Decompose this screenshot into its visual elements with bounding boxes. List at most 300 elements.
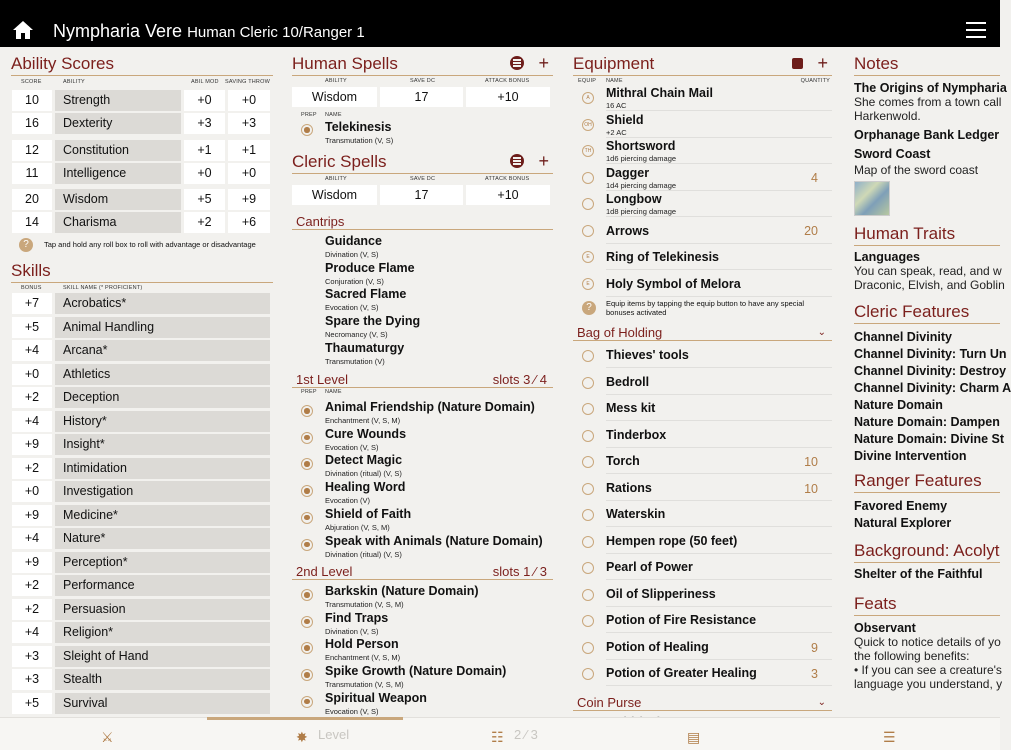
saving-throw-box[interactable]: +9 — [228, 189, 270, 210]
score-col-label: SCORE — [21, 79, 42, 85]
cleric-features-list — [854, 324, 1011, 463]
item-name[interactable]: Bedroll — [606, 374, 650, 389]
cleric-spell-stats — [292, 185, 553, 205]
background-heading: Background: Acolyt — [854, 541, 1000, 563]
equip-toggle[interactable]: A — [582, 92, 594, 104]
skill-bonus-box[interactable]: +7 — [12, 293, 52, 314]
item-name[interactable]: Longbow — [606, 192, 662, 206]
prepared-toggle[interactable] — [301, 485, 313, 497]
item-name[interactable]: Ring of Telekinesis — [606, 250, 719, 264]
skill-row — [11, 411, 273, 432]
divider — [606, 190, 832, 191]
attack-bonus-label: ATTACK BONUS — [485, 78, 530, 84]
spell-name[interactable]: Telekinesis — [325, 120, 392, 134]
item-detail: 16 AC — [606, 101, 627, 110]
top-bar — [0, 0, 1000, 47]
languages-text-1: You can speak, read, and w — [854, 264, 1002, 278]
home-icon[interactable] — [12, 20, 34, 40]
spell-name[interactable]: Find Traps — [325, 610, 389, 625]
divider — [606, 553, 832, 554]
spell-name[interactable]: Guidance — [325, 234, 382, 248]
skill-row — [11, 599, 273, 620]
cantrips-title: Cantrips — [296, 214, 345, 229]
feats-heading: Feats — [854, 594, 1000, 616]
spell-name[interactable]: Sacred Flame — [325, 287, 407, 302]
ability-mod-box[interactable]: +3 — [184, 113, 225, 134]
level1-slots[interactable]: slots 3 ⁄ 4 — [492, 372, 547, 387]
score-box[interactable]: 10 — [12, 90, 52, 111]
equip-toggle[interactable]: OH — [582, 119, 594, 131]
item-quantity[interactable]: 3 — [811, 667, 818, 681]
equipment-column — [573, 47, 832, 717]
cantrips-heading — [292, 214, 553, 230]
name-col-label: NAME — [606, 78, 623, 84]
divider — [606, 110, 832, 111]
skill-bonus-box[interactable]: +5 — [12, 317, 52, 338]
add-spell-icon[interactable]: + — [538, 151, 549, 171]
item-name[interactable]: Potion of Healing — [606, 639, 709, 654]
score-box[interactable]: 20 — [12, 189, 52, 210]
ability-mod-box[interactable]: +1 — [184, 140, 225, 161]
skills-header-row — [11, 283, 273, 293]
bag-of-holding-heading[interactable] — [573, 325, 832, 341]
item-detail: +2 AC — [606, 127, 627, 137]
skill-name: Performance — [55, 575, 270, 596]
spellbook-icon[interactable]: ☷ — [491, 729, 504, 745]
skill-bonus-box[interactable]: +2 — [12, 575, 52, 596]
level1-title: 1st Level — [296, 372, 349, 387]
skill-bonus-box[interactable]: +9 — [12, 505, 52, 526]
cleric-feature-item[interactable]: Channel Divinity — [854, 330, 952, 344]
skill-bonus-box[interactable]: +0 — [12, 364, 52, 385]
equipment-heading — [573, 54, 832, 76]
notes-column — [854, 47, 1011, 717]
item-quantity[interactable]: 20 — [804, 223, 818, 238]
equip-toggle[interactable]: E — [582, 251, 594, 263]
ability-mod-box[interactable]: +0 — [184, 163, 225, 184]
item-name[interactable]: Oil of Slipperiness — [606, 586, 716, 601]
roll-hint-text: Tap and hold any roll box to roll with advantage or disadvantage — [44, 240, 256, 249]
spell-name[interactable]: Spare the Dying — [325, 314, 421, 329]
divider — [606, 526, 832, 527]
skill-name: Deception — [55, 387, 270, 408]
ability-name: Wisdom — [55, 189, 181, 210]
item-name[interactable]: Rations — [606, 480, 652, 495]
item-name[interactable]: Shortsword — [606, 139, 676, 153]
skill-row — [11, 505, 273, 526]
item-name[interactable]: Waterskin — [606, 507, 666, 521]
prepared-toggle[interactable] — [301, 458, 313, 470]
equipment-col-header — [573, 76, 832, 85]
skill-row — [11, 458, 273, 479]
skills-heading: Skills — [11, 261, 273, 283]
skill-name: Perception* — [55, 552, 270, 573]
divider — [606, 137, 832, 138]
ability-row — [11, 113, 273, 134]
item-name[interactable]: Hempen rope (50 feet) — [606, 533, 738, 548]
ability-label: ABILITY — [325, 176, 347, 182]
equip-toggle[interactable] — [582, 483, 594, 495]
feat-text-1: Quick to notice details of yo — [854, 635, 1001, 649]
feat-name[interactable]: Observant — [854, 621, 916, 635]
saving-throw-box[interactable]: +1 — [228, 140, 270, 161]
skill-bonus-box[interactable]: +2 — [12, 599, 52, 620]
prep-col-label: PREP — [301, 389, 317, 395]
equip-toggle[interactable] — [582, 668, 594, 680]
skill-name: Acrobatics* — [55, 293, 270, 314]
human-spells-heading — [292, 54, 553, 76]
item-quantity[interactable]: 10 — [804, 455, 818, 469]
skill-name: Persuasion — [55, 599, 270, 620]
equip-col-label: EQUIP — [578, 78, 597, 84]
item-detail: 1d4 piercing damage — [606, 180, 677, 190]
spell-name[interactable]: Produce Flame — [325, 260, 415, 275]
spell-school: Transmutation (V, S) — [325, 136, 394, 145]
character-class: Human Cleric 10/Ranger 1 — [187, 24, 365, 41]
ranger-features-heading: Ranger Features — [854, 471, 1000, 493]
divider — [606, 269, 832, 270]
prepared-toggle[interactable] — [301, 405, 313, 417]
ability-mod-box[interactable]: +5 — [184, 189, 225, 210]
skill-row — [11, 693, 273, 714]
filter-icon[interactable] — [510, 154, 524, 168]
item-name[interactable]: Holy Symbol of Melora — [606, 276, 741, 291]
item-quantity[interactable]: 10 — [804, 481, 818, 496]
spell-burst-icon[interactable]: ✸ — [296, 729, 308, 745]
ability-row — [11, 90, 273, 111]
spell-name[interactable]: Cure Wounds — [325, 426, 407, 441]
attack-bonus-value[interactable]: +10 — [466, 87, 550, 107]
equip-hint — [573, 298, 832, 320]
ability-row — [11, 140, 273, 161]
human-spell-stats-header — [292, 76, 553, 87]
item-quantity[interactable]: 9 — [811, 640, 818, 655]
feat-text-3: • If you can see a creature's — [854, 663, 1002, 677]
prepared-toggle[interactable] — [301, 696, 313, 708]
divider — [606, 163, 832, 164]
item-name[interactable]: Shield — [606, 112, 644, 127]
equip-toggle[interactable] — [582, 198, 594, 210]
hamburger-menu-icon[interactable] — [966, 22, 986, 38]
spell-school: Necromancy (V, S) — [325, 330, 388, 340]
skill-bonus-box[interactable]: +9 — [12, 434, 52, 455]
chevron-down-icon[interactable]: ⌄ — [817, 697, 826, 708]
add-item-icon[interactable]: + — [817, 53, 828, 73]
skill-bonus-box[interactable]: +4 — [12, 528, 52, 549]
spell-name[interactable]: Spiritual Weapon — [325, 690, 427, 705]
level2-slots[interactable]: slots 1 ⁄ 3 — [492, 564, 547, 579]
divider — [606, 606, 832, 607]
spell-school: Enchantment (V, S, M) — [325, 653, 401, 663]
skill-name: Stealth — [55, 669, 270, 690]
save-dc-label: SAVE DC — [410, 176, 436, 182]
equip-toggle[interactable]: TH — [582, 145, 594, 157]
crossed-swords-icon[interactable]: ⚔ — [101, 729, 114, 745]
equip-toggle[interactable] — [582, 456, 594, 468]
ability-skills-column — [11, 47, 273, 717]
skill-bonus-box[interactable]: +4 — [12, 340, 52, 361]
background-item[interactable]: Shelter of the Faithful — [854, 567, 983, 581]
lock-icon[interactable] — [792, 58, 803, 69]
item-name[interactable]: Potion of Greater Healing — [606, 666, 757, 680]
bag-title: Bag of Holding — [577, 325, 663, 340]
ability-scores-heading: Ability Scores — [11, 54, 273, 76]
skill-bonus-box[interactable]: +9 — [12, 552, 52, 573]
equip-toggle[interactable] — [582, 377, 594, 389]
cleric-feature-item[interactable]: Channel Divinity: Destroy — [854, 364, 1007, 378]
divider — [606, 500, 832, 501]
skill-name: Medicine* — [55, 505, 270, 526]
item-name[interactable]: Dagger — [606, 165, 650, 180]
skill-name: Religion* — [55, 622, 270, 643]
ability-name: Strength — [55, 90, 181, 111]
skills-list — [11, 293, 273, 723]
cleric-feature-item[interactable]: Nature Domain: Dampen — [854, 415, 1000, 429]
score-box[interactable]: 16 — [12, 113, 52, 134]
spell-name[interactable]: Hold Person — [325, 637, 399, 652]
skill-name: Intimidation — [55, 458, 270, 479]
cleric-feature-item[interactable]: Channel Divinity: Turn Un — [854, 347, 1007, 361]
notes-list-icon[interactable]: ☰ — [883, 729, 896, 745]
cantrip-list — [292, 230, 553, 365]
note-origins-text-1: She comes from a town call — [854, 95, 1002, 109]
spell-name[interactable]: Animal Friendship (Nature Domain) — [325, 400, 535, 414]
coin-purse-title: Coin Purse — [577, 695, 642, 710]
skill-bonus-box[interactable]: +4 — [12, 622, 52, 643]
coin-purse-heading[interactable] — [573, 695, 832, 711]
level-label: Level — [318, 727, 350, 742]
saving-throw-box[interactable]: +0 — [228, 90, 270, 111]
languages-text-2: Draconic, Elvish, and Goblin — [854, 278, 1005, 292]
spell-name[interactable]: Speak with Animals (Nature Domain) — [325, 533, 543, 548]
cleric-feature-item[interactable]: Nature Domain: Divine St — [854, 432, 1005, 446]
page-indicator: 2 ⁄ 3 — [514, 727, 538, 742]
ability-mod-box[interactable]: +0 — [184, 90, 225, 111]
attack-bonus-value[interactable]: +10 — [466, 185, 550, 205]
prepared-toggle[interactable] — [301, 642, 313, 654]
equip-toggle[interactable] — [582, 589, 594, 601]
score-box[interactable]: 12 — [12, 140, 52, 161]
skill-name-col-label: SKILL NAME (* PROFICIENT) — [63, 285, 143, 291]
prepared-toggle[interactable] — [301, 539, 313, 551]
ability-name: Charisma — [55, 212, 181, 233]
equip-toggle[interactable] — [582, 430, 594, 442]
equip-toggle[interactable] — [582, 615, 594, 627]
saving-throw-box[interactable]: +3 — [228, 113, 270, 134]
divider — [606, 632, 832, 633]
item-name[interactable]: Tinderbox — [606, 427, 667, 442]
spell-school: Evocation (V, S) — [325, 706, 379, 716]
divider — [606, 367, 832, 368]
equip-toggle[interactable] — [582, 350, 594, 362]
divider — [606, 420, 832, 421]
spell-school: Enchantment (V, S, M) — [325, 416, 401, 425]
cleric-spells-title: Cleric Spells — [292, 152, 387, 171]
equip-toggle[interactable] — [582, 225, 594, 237]
prepared-toggle[interactable] — [301, 124, 313, 136]
skill-row — [11, 434, 273, 455]
prepared-toggle[interactable] — [301, 616, 313, 628]
ability-name: Dexterity — [55, 113, 181, 134]
save-dc-label: SAVE DC — [410, 78, 436, 84]
skill-row — [11, 340, 273, 361]
ability-header-row — [11, 76, 273, 90]
spell-ability-value[interactable]: Wisdom — [292, 185, 377, 205]
skill-row — [11, 646, 273, 667]
save-dc-value[interactable]: 17 — [380, 185, 463, 205]
spell-name[interactable]: Shield of Faith — [325, 506, 412, 521]
feat-text-4: language you understand, y — [854, 677, 1003, 691]
ability-col-label: ABILITY — [63, 79, 85, 85]
ranger-feature-item[interactable]: Natural Explorer — [854, 516, 952, 530]
spell-school: Abjuration (V, S, M) — [325, 522, 390, 532]
spell-school: Evocation (V, S) — [325, 303, 379, 313]
spell-school: Transmutation (V, S, M) — [325, 680, 404, 690]
equip-toggle[interactable] — [582, 172, 594, 184]
spell-name[interactable]: Detect Magic — [325, 453, 403, 468]
save-col-label: SAVING THROW — [225, 79, 270, 85]
name-col-label: NAME — [325, 389, 342, 395]
map-thumbnail[interactable] — [854, 181, 890, 216]
spell-name[interactable]: Spike Growth (Nature Domain) — [325, 664, 507, 679]
spell-name[interactable]: Barkskin (Nature Domain) — [325, 584, 479, 598]
level2-title: 2nd Level — [296, 564, 353, 579]
human-spells-title: Human Spells — [292, 54, 398, 73]
skill-row — [11, 669, 273, 690]
equip-toggle[interactable] — [582, 642, 594, 654]
ability-row — [11, 212, 273, 233]
prepared-toggle[interactable] — [301, 589, 313, 601]
note-origins-text-2: Harkenwold. — [854, 109, 921, 123]
skill-name: Investigation — [55, 481, 270, 502]
item-quantity[interactable]: 4 — [811, 170, 818, 185]
item-name[interactable]: Thieves' tools — [606, 348, 689, 362]
spell-school: Divination (ritual) (V, S) — [325, 549, 402, 559]
human-traits-heading: Human Traits — [854, 224, 1000, 246]
languages-title[interactable]: Languages — [854, 250, 920, 264]
spell-school: Conjuration (V, S) — [325, 276, 384, 286]
divider — [606, 579, 832, 580]
skill-bonus-box[interactable]: +2 — [12, 458, 52, 479]
chevron-down-icon[interactable]: ⌄ — [817, 327, 826, 338]
skill-row — [11, 552, 273, 573]
saving-throw-box[interactable]: +0 — [228, 163, 270, 184]
bonus-col-label: BONUS — [21, 285, 42, 291]
cleric-feature-item[interactable]: Nature Domain — [854, 398, 943, 412]
character-name: Nympharia Vere — [53, 21, 183, 41]
character-title — [53, 21, 365, 42]
skill-name: Nature* — [55, 528, 270, 549]
save-dc-value[interactable]: 17 — [380, 87, 463, 107]
spell-school: Divination (V, S) — [325, 626, 379, 636]
skill-row — [11, 622, 273, 643]
ranger-feature-item[interactable]: Favored Enemy — [854, 499, 948, 513]
spell-school: Transmutation (V, S, M) — [325, 600, 404, 609]
equip-toggle[interactable] — [582, 562, 594, 574]
skill-name: Animal Handling — [55, 317, 270, 338]
divider — [606, 394, 832, 395]
item-name[interactable]: Arrows — [606, 223, 650, 238]
cleric-feature-item[interactable]: Divine Intervention — [854, 449, 967, 463]
equip-toggle[interactable] — [582, 403, 594, 415]
ability-name: Constitution — [55, 140, 181, 161]
spell-school: Divination (ritual) (V, S) — [325, 469, 402, 479]
spell-ability-value[interactable]: Wisdom — [292, 87, 377, 107]
skill-row — [11, 387, 273, 408]
item-detail: 1d8 piercing damage — [606, 207, 677, 216]
item-name[interactable]: Potion of Fire Resistance — [606, 613, 757, 627]
skill-bonus-box[interactable]: +3 — [12, 669, 52, 690]
skill-bonus-box[interactable]: +3 — [12, 646, 52, 667]
skill-bonus-box[interactable]: +0 — [12, 481, 52, 502]
equip-toggle[interactable] — [582, 509, 594, 521]
divider — [606, 659, 832, 660]
prepared-toggle[interactable] — [301, 669, 313, 681]
skill-bonus-box[interactable]: +4 — [12, 411, 52, 432]
spell-school: Evocation (V, S) — [325, 442, 379, 452]
cleric-feature-item[interactable]: Channel Divinity: Charm A — [854, 381, 1011, 395]
prepared-toggle[interactable] — [301, 432, 313, 444]
attack-bonus-label: ATTACK BONUS — [485, 176, 530, 182]
note-origins-title[interactable]: The Origins of Nympharia — [854, 81, 1007, 95]
item-name[interactable]: Mithral Chain Mail — [606, 86, 713, 100]
level1-heading — [292, 372, 553, 388]
skill-bonus-box[interactable]: +2 — [12, 387, 52, 408]
prep-col-label: PREP — [301, 112, 317, 118]
human-spell-list — [292, 107, 553, 145]
chest-icon[interactable]: ▤ — [687, 729, 701, 745]
quantity-col-label: QUANTITY — [800, 78, 830, 84]
spell-name[interactable]: Healing Word — [325, 480, 406, 495]
note-orphanage[interactable]: Orphanage Bank Ledger — [854, 128, 1000, 142]
help-icon: ? — [582, 301, 596, 315]
cleric-spells-heading — [292, 152, 553, 174]
bag-list — [573, 343, 832, 691]
level1-col-header — [292, 388, 553, 396]
item-name[interactable]: Pearl of Power — [606, 560, 693, 574]
ability-row — [11, 163, 273, 184]
note-sword-coast[interactable]: Sword Coast — [854, 147, 931, 161]
human-spell-stats — [292, 87, 553, 107]
ability-mod-box[interactable]: +2 — [184, 212, 225, 233]
mod-col-label: ABIL MOD — [191, 79, 219, 85]
item-detail: 1d6 piercing damage — [606, 154, 677, 163]
cleric-features-heading: Cleric Features — [854, 302, 1000, 324]
skill-name: Sleight of Hand — [55, 646, 270, 667]
equip-toggle[interactable]: E — [582, 278, 594, 290]
spells-column — [292, 47, 553, 717]
skill-bonus-box[interactable]: +5 — [12, 693, 52, 714]
equip-hint-text: Equip items by tapping the equip button to have any special bonuses activated — [606, 299, 805, 317]
level1-spell-list — [292, 396, 553, 558]
roll-hint — [11, 236, 273, 256]
bottom-tab-bar — [0, 717, 1000, 750]
score-box[interactable]: 14 — [12, 212, 52, 233]
add-spell-icon[interactable]: + — [538, 53, 549, 73]
score-box[interactable]: 11 — [12, 163, 52, 184]
skill-row — [11, 575, 273, 596]
filter-icon[interactable] — [510, 56, 524, 70]
skill-name: Athletics — [55, 364, 270, 385]
equip-toggle[interactable] — [582, 536, 594, 548]
item-name[interactable]: Torch — [606, 454, 640, 468]
skill-name: Insight* — [55, 434, 270, 455]
saving-throw-box[interactable]: +6 — [228, 212, 270, 233]
item-name[interactable]: Mess kit — [606, 401, 656, 415]
skill-row — [11, 528, 273, 549]
spell-name[interactable]: Thaumaturgy — [325, 340, 405, 355]
prepared-toggle[interactable] — [301, 512, 313, 524]
